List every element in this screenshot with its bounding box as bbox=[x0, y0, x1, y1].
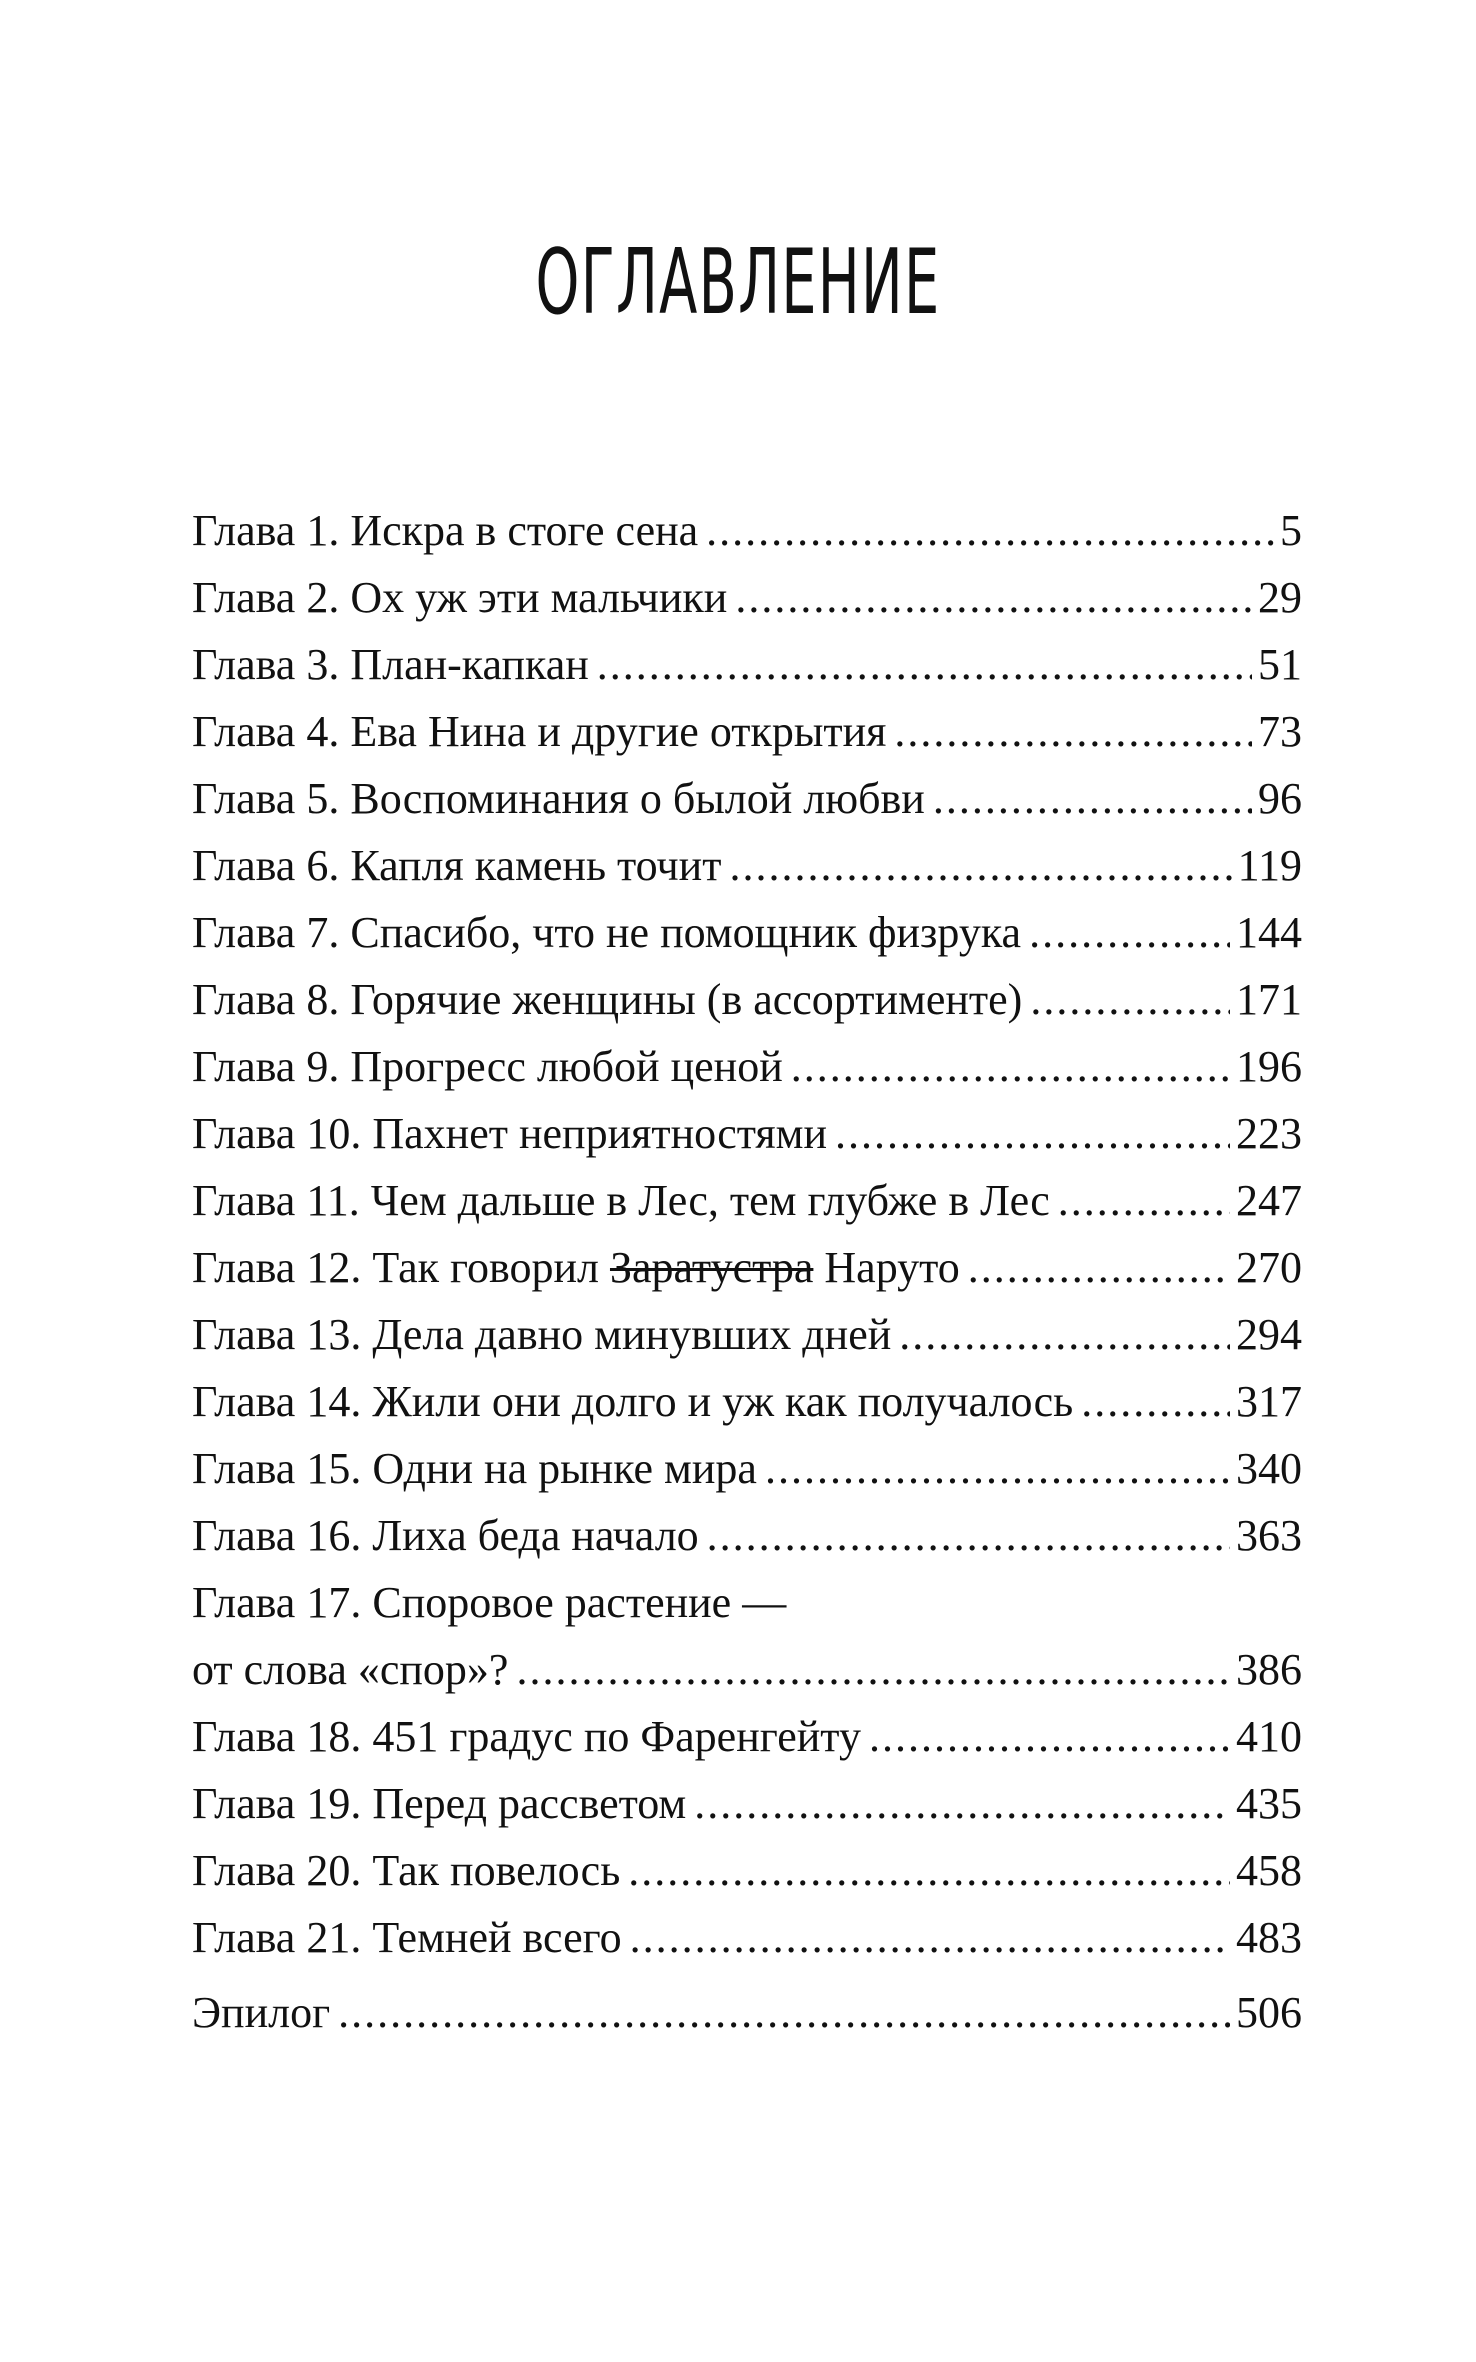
toc-page-number: 119 bbox=[1237, 841, 1302, 890]
toc-page-number: 144 bbox=[1236, 908, 1302, 957]
dot-leader bbox=[729, 832, 1231, 899]
toc-page-number: 458 bbox=[1236, 1846, 1302, 1895]
toc-entry-title: Глава 7. Спасибо, что не помощник физрука bbox=[192, 908, 1022, 957]
toc-entry-chapter-10 bbox=[192, 1100, 1302, 1167]
toc-page-number: 96 bbox=[1258, 774, 1302, 823]
toc-entry-title: Глава 10. Пахнет неприятностями bbox=[192, 1109, 828, 1158]
toc-entry-title-continuation: от слова «спор»? bbox=[192, 1645, 509, 1694]
toc-entry-chapter-12 bbox=[192, 1234, 1302, 1301]
dot-leader bbox=[735, 564, 1252, 631]
toc-entry-title: Глава 20. Так повелось bbox=[192, 1846, 621, 1895]
toc-entry-epilogue bbox=[192, 1979, 1302, 2046]
toc-page-number: 506 bbox=[1236, 1988, 1302, 2037]
struck-through-text: Заратустра bbox=[609, 1243, 814, 1292]
toc-entry-chapter-20 bbox=[192, 1837, 1302, 1904]
toc-page-number: 73 bbox=[1258, 707, 1302, 756]
toc-page-number: 435 bbox=[1236, 1779, 1302, 1828]
toc-entry-chapter-15 bbox=[192, 1435, 1302, 1502]
toc-page-number: 247 bbox=[1236, 1176, 1302, 1225]
toc-entry-chapter-17-line-2 bbox=[192, 1636, 1302, 1703]
toc-entry-title: Глава 14. Жили они долго и уж как получалось bbox=[192, 1377, 1074, 1426]
toc-entry-chapter-11 bbox=[192, 1167, 1302, 1234]
toc-entry-title: Глава 1. Искра в стоге сена bbox=[192, 506, 699, 555]
toc-entry-title: Глава 17. Споровое растение — bbox=[192, 1578, 787, 1627]
toc-entry-title-suffix: Наруто bbox=[813, 1243, 960, 1292]
dot-leader bbox=[628, 1837, 1230, 1904]
toc-entry-chapter-4 bbox=[192, 698, 1302, 765]
toc-entry-chapter-6 bbox=[192, 832, 1302, 899]
toc-entry-title: Глава 6. Капля камень точит bbox=[192, 841, 722, 890]
toc-entry-title: Глава 19. Перед рассветом bbox=[192, 1779, 687, 1828]
dot-leader bbox=[1029, 899, 1230, 966]
toc-entry-title: Глава 16. Лиха беда начало bbox=[192, 1511, 699, 1560]
toc-page-number: 196 bbox=[1236, 1042, 1302, 1091]
toc-entry-chapter-9 bbox=[192, 1033, 1302, 1100]
toc-entry-chapter-18 bbox=[192, 1703, 1302, 1770]
toc-entry-chapter-1 bbox=[192, 497, 1302, 564]
toc-entry-chapter-16 bbox=[192, 1502, 1302, 1569]
toc-page-number: 51 bbox=[1258, 640, 1302, 689]
toc-entry-title: Глава 11. Чем дальше в Лес, тем глубже в Лес bbox=[192, 1176, 1050, 1225]
toc-entry-title: Эпилог bbox=[192, 1988, 331, 2037]
toc-entry-chapter-2 bbox=[192, 564, 1302, 631]
dot-leader bbox=[765, 1435, 1230, 1502]
toc-entry-chapter-13 bbox=[192, 1301, 1302, 1368]
toc-entry-title: Глава 4. Ева Нина и другие открытия bbox=[192, 707, 887, 756]
dot-leader bbox=[869, 1703, 1230, 1770]
table-of-contents bbox=[192, 497, 1302, 2046]
toc-entry-title: Глава 2. Ох уж эти мальчики bbox=[192, 573, 728, 622]
toc-page-number: 270 bbox=[1236, 1243, 1302, 1292]
toc-entry-title: Глава 21. Темней всего bbox=[192, 1913, 622, 1962]
dot-leader bbox=[338, 1979, 1230, 2046]
toc-entry-chapter-7 bbox=[192, 899, 1302, 966]
toc-entry-title: Глава 8. Горячие женщины (в ассортименте) bbox=[192, 975, 1023, 1024]
toc-entry-title: Глава 18. 451 градус по Фаренгейту bbox=[192, 1712, 861, 1761]
toc-page-number: 29 bbox=[1258, 573, 1302, 622]
page-title: ОГЛАВЛЕНИЕ bbox=[535, 230, 941, 335]
dot-leader bbox=[516, 1636, 1230, 1703]
toc-page-number: 363 bbox=[1236, 1511, 1302, 1560]
toc-entry-title bbox=[192, 1234, 960, 1301]
dot-leader bbox=[1081, 1368, 1230, 1435]
dot-leader bbox=[706, 497, 1274, 564]
toc-entry-chapter-3 bbox=[192, 631, 1302, 698]
toc-page-number: 483 bbox=[1236, 1913, 1302, 1962]
dot-leader bbox=[899, 1301, 1230, 1368]
dot-leader bbox=[597, 631, 1252, 698]
toc-entry-chapter-17-line-1 bbox=[192, 1569, 1302, 1636]
toc-entry-title: Глава 15. Одни на рынке мира bbox=[192, 1444, 757, 1493]
toc-entry-chapter-14 bbox=[192, 1368, 1302, 1435]
toc-page-number: 5 bbox=[1280, 506, 1302, 555]
dot-leader bbox=[630, 1904, 1230, 1971]
toc-entry-title-prefix: Глава 12. Так говорил bbox=[192, 1243, 610, 1292]
toc-page-number: 317 bbox=[1236, 1377, 1302, 1426]
toc-page-number: 386 bbox=[1236, 1645, 1302, 1694]
toc-entry-chapter-5 bbox=[192, 765, 1302, 832]
dot-leader bbox=[791, 1033, 1230, 1100]
toc-entry-chapter-19 bbox=[192, 1770, 1302, 1837]
toc-page-number: 223 bbox=[1236, 1109, 1302, 1158]
toc-entry-title: Глава 13. Дела давно минувших дней bbox=[192, 1310, 892, 1359]
dot-leader bbox=[835, 1100, 1230, 1167]
toc-page-number: 340 bbox=[1236, 1444, 1302, 1493]
toc-entry-title: Глава 5. Воспоминания о былой любви bbox=[192, 774, 925, 823]
dot-leader bbox=[1058, 1167, 1230, 1234]
toc-page-number: 410 bbox=[1236, 1712, 1302, 1761]
dot-leader bbox=[694, 1770, 1230, 1837]
toc-page-number: 294 bbox=[1236, 1310, 1302, 1359]
dot-leader bbox=[933, 765, 1252, 832]
toc-entry-title: Глава 3. План-капкан bbox=[192, 640, 589, 689]
dot-leader bbox=[1030, 966, 1230, 1033]
toc-entry-title: Глава 9. Прогресс любой ценой bbox=[192, 1042, 783, 1091]
toc-entry-chapter-8 bbox=[192, 966, 1302, 1033]
dot-leader bbox=[968, 1234, 1230, 1301]
toc-page-number: 171 bbox=[1236, 975, 1302, 1024]
dot-leader bbox=[707, 1502, 1230, 1569]
toc-entry-chapter-21 bbox=[192, 1904, 1302, 1971]
dot-leader bbox=[894, 698, 1252, 765]
